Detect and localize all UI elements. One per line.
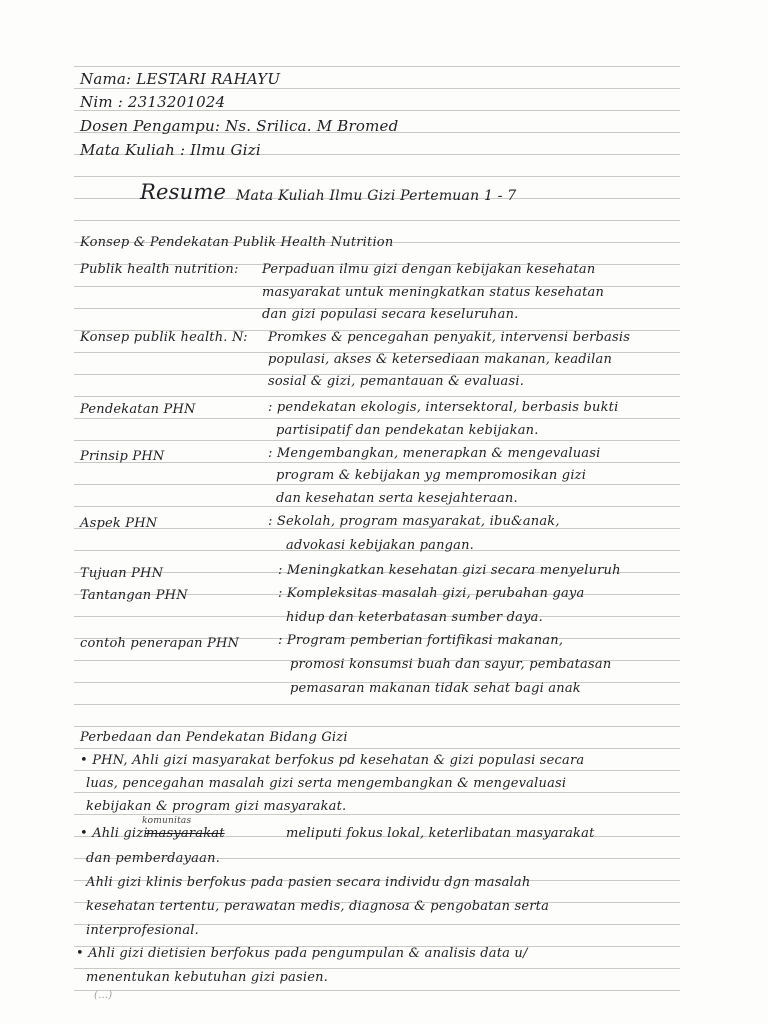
ruled-line: [74, 704, 680, 705]
term-label: Prinsip PHN: [80, 449, 165, 464]
paragraph-line: kebijakan & program gizi masyarakat.: [86, 799, 347, 814]
definition-line: promosi konsumsi buah dan sayur, pembatasan: [290, 657, 612, 672]
definition-line: : Kompleksitas masalah gizi, perubahan gaya: [278, 586, 585, 601]
student-name: Nama: LESTARI RAHAYU: [80, 70, 281, 88]
definition-line: populasi, akses & ketersediaan makanan, keadilan: [268, 352, 613, 367]
definition-line: dan kesehatan serta kesejahteraan.: [276, 491, 518, 506]
ruled-line: [74, 748, 680, 749]
ruled-line: [74, 396, 680, 397]
definition-line: masyarakat untuk meningkatkan status kesehatan: [262, 285, 605, 300]
ruled-line: [74, 484, 680, 485]
definition-line: sosial & gizi, pemantauan & evaluasi.: [268, 374, 525, 389]
paragraph-line: kesehatan tertentu, perawatan medis, diagnosa & pengobatan serta: [86, 899, 550, 914]
paragraph-line: dan pemberdayaan.: [86, 851, 220, 866]
definition-line: dan gizi populasi secara keseluruhan.: [262, 307, 519, 322]
ruled-line: [74, 726, 680, 727]
ruled-line: [74, 440, 680, 441]
definition-line: : pendekatan ekologis, intersektoral, berbasis bukti: [268, 400, 619, 415]
ruled-line: [74, 968, 680, 969]
definition-line: advokasi kebijakan pangan.: [286, 538, 475, 553]
definition-line: hidup dan keterbatasan sumber daya.: [286, 610, 543, 625]
definition-line: : Mengembangkan, menerapkan & mengevaluasi: [268, 446, 601, 461]
ruled-line: [74, 770, 680, 771]
definition-line: : Meningkatkan kesehatan gizi secara menyeluruh: [278, 563, 621, 578]
lecturer: Dosen Pengampu: Ns. Srilica. M Bromed: [80, 117, 399, 135]
term-label: Pendekatan PHN: [80, 402, 196, 417]
page-title-resume: Resume: [140, 180, 227, 204]
ruled-line: [74, 88, 680, 89]
term-label: Tujuan PHN: [80, 566, 164, 581]
term-label: Publik health nutrition:: [80, 262, 239, 277]
paragraph-line: • Ahli gizi: [80, 826, 148, 841]
paragraph-line: menentukan kebutuhan gizi pasien.: [86, 970, 328, 985]
ruled-line: [74, 66, 680, 67]
term-label: Tantangan PHN: [80, 588, 188, 603]
paragraph-line: interprofesional.: [86, 923, 199, 938]
ruled-line: [74, 990, 680, 991]
definition-line: Promkes & pencegahan penyakit, intervensi berbasis: [268, 330, 631, 345]
insertion-note: komunitas: [142, 816, 192, 826]
paragraph-line: • PHN, Ahli gizi masyarakat berfokus pd kesehatan & gizi populasi secara: [80, 753, 585, 768]
ruled-line: [74, 506, 680, 507]
ruled-line: [74, 220, 680, 221]
definition-line: program & kebijakan yg mempromosikan gizi: [276, 468, 587, 483]
definition-line: Perpaduan ilmu gizi dengan kebijakan kesehatan: [262, 262, 596, 277]
ruled-line: [74, 462, 680, 463]
term-label: Aspek PHN: [80, 516, 158, 531]
ruled-line: [74, 814, 680, 815]
section-heading: Perbedaan dan Pendekatan Bidang Gizi: [80, 730, 348, 745]
struck-word: masyarakat: [146, 826, 225, 841]
term-label: contoh penerapan PHN: [80, 636, 240, 651]
margin-note: (...): [94, 990, 113, 1001]
ruled-line: [74, 176, 680, 177]
paragraph-line: meliputi fokus lokal, keterlibatan masyarakat: [286, 826, 595, 841]
ruled-line: [74, 792, 680, 793]
ruled-line: [74, 418, 680, 419]
section-heading: Konsep & Pendekatan Publik Health Nutrition: [80, 235, 394, 250]
course-name: Mata Kuliah : Ilmu Gizi: [80, 141, 261, 159]
definition-line: pemasaran makanan tidak sehat bagi anak: [290, 681, 581, 696]
page-title-rest: Mata Kuliah Ilmu Gizi Pertemuan 1 - 7: [236, 188, 517, 204]
definition-line: : Sekolah, program masyarakat, ibu&anak,: [268, 514, 560, 529]
definition-line: : Program pemberian fortifikasi makanan,: [278, 633, 564, 648]
paragraph-line: Ahli gizi klinis berfokus pada pasien secara individu dgn masalah: [86, 875, 531, 890]
paragraph-line: luas, pencegahan masalah gizi serta mengembangkan & mengevaluasi: [86, 776, 567, 791]
paragraph-line: • Ahli gizi dietisien berfokus pada pengumpulan & analisis data u/: [76, 946, 528, 961]
student-nim: Nim : 2313201024: [80, 93, 226, 111]
term-label: Konsep publik health. N:: [80, 330, 248, 345]
definition-line: partisipatif dan pendekatan kebijakan.: [276, 423, 539, 438]
